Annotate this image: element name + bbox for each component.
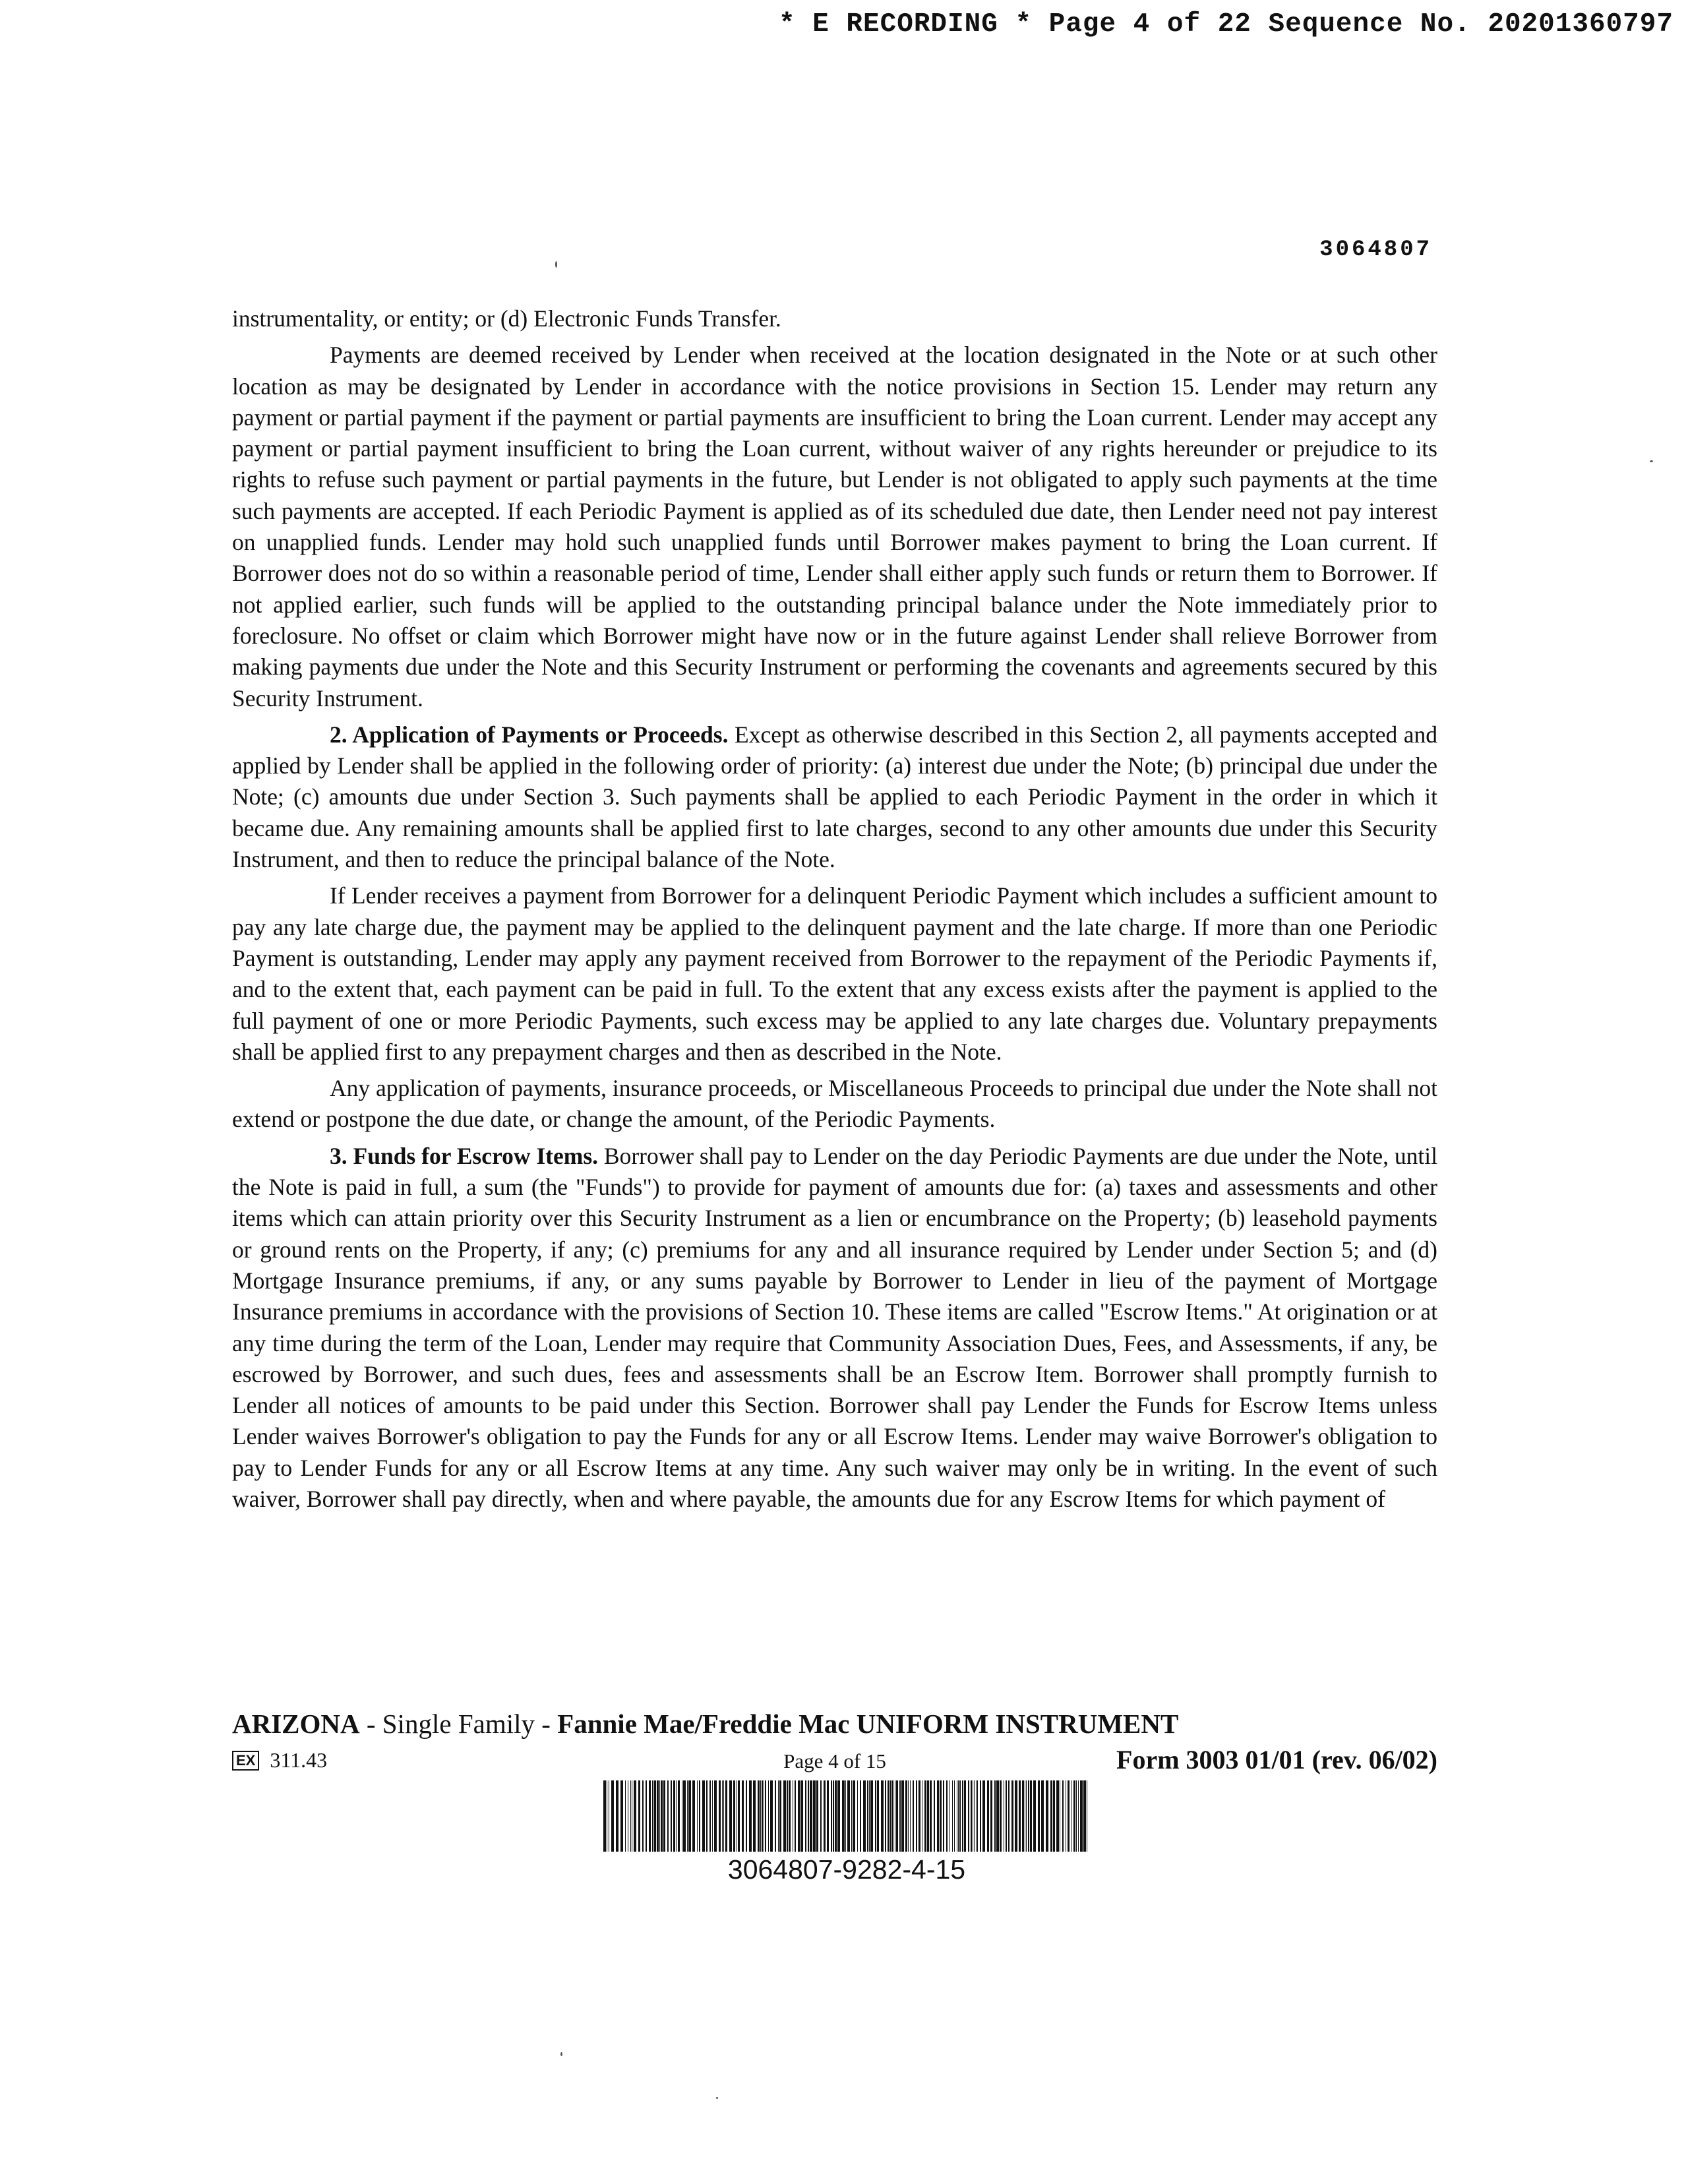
barcode-bar bbox=[1053, 1780, 1055, 1852]
barcode-bar bbox=[765, 1780, 766, 1852]
paragraph-payments-received: Payments are deemed received by Lender when received at the location designated in the Note or at such other location as may be designated by Lender in accordance with the notice provisions in Section 15. Lender may return any payment or partial payment if the payment or partial payments are insufficient to bring the Loan current. Lender may accept any payment or partial payment insufficient to bring the Loan current, without waiver of any rights hereunder or prejudice to its rights to refuse such payment or partial payments in the future, but Lender is not obligated to apply such payments at the time such payments are accepted. If each Periodic Payment is applied as of its scheduled due date, then Lender need not pay interest on unapplied funds. Lender may hold such unapplied funds until Borrower makes payment to bring the Loan current. If Borrower does not do so within a reasonable period of time, Lender shall either apply such funds or return them to Borrower. If not applied earlier, such funds will be applied to the outstanding principal balance under the Note immediately prior to foreclosure. No offset or claim which Borrower might have now or in the future against Lender shall relieve Borrower from making payments due under the Note and this Security Instrument or performing the covenants and agreements secured by this Security Instrument. bbox=[232, 342, 1437, 712]
barcode-bar bbox=[1008, 1780, 1010, 1852]
barcode-bar bbox=[813, 1780, 816, 1852]
barcode-bar bbox=[959, 1780, 961, 1852]
barcode-bar bbox=[845, 1780, 846, 1852]
barcode-bar bbox=[1006, 1780, 1007, 1852]
barcode-bar bbox=[842, 1780, 845, 1852]
barcode-bar bbox=[634, 1780, 636, 1852]
barcode-bar bbox=[762, 1780, 763, 1852]
barcode-bar bbox=[875, 1780, 876, 1852]
barcode-bar bbox=[667, 1780, 669, 1852]
barcode-bar bbox=[768, 1780, 769, 1852]
section-2-text: Except as otherwise described in this Section 2, all payments accepted and applied by Lender shall be applied in the following order of priority: (a) interest due under the Note; (b) principal due under the Note; (c) amounts due under Section 3. Such payments shall be applied to each Periodic Payment in the order in which it became due. Any remaining amounts shall be applied first to late charges, second to any other amounts due under this Security Instrument, and then to reduce the principal balance of the Note. bbox=[232, 721, 1437, 873]
barcode-bar bbox=[888, 1780, 889, 1852]
barcode-bar bbox=[706, 1780, 708, 1852]
scan-speck bbox=[1650, 460, 1653, 462]
paragraph-delinquent-payment: If Lender receives a payment from Borrower for a delinquent Periodic Payment which includes a sufficient amount to pay any late charge due, the payment may be applied to the delinquent payment and the late charge. If more than one Periodic Payment is outstanding, Lender may apply any payment received from Borrower to the repayment of the Periodic Payments if, and to the extent that, each payment can be paid in full. To the extent that any excess exists after the payment is applied to the full payment of one or more Periodic Payments, such excess may be applied to any late charges due. Voluntary prepayments shall be applied first to any prepayment charges and then as described in the Note. bbox=[232, 882, 1437, 1065]
barcode-bar bbox=[1056, 1780, 1059, 1852]
barcode-bar bbox=[827, 1780, 829, 1852]
recording-header: * E RECORDING * Page 4 of 22 Sequence No. 20201360797 bbox=[778, 9, 1673, 40]
barcode-bar bbox=[795, 1780, 796, 1852]
barcode-bar bbox=[638, 1780, 640, 1852]
footer-state: ARIZONA bbox=[232, 1709, 360, 1739]
footer-title bbox=[232, 1708, 1178, 1740]
barcode-bar bbox=[1050, 1780, 1052, 1852]
barcode-bar bbox=[805, 1780, 806, 1852]
barcode-bar bbox=[930, 1780, 932, 1852]
barcode-bar bbox=[1073, 1780, 1075, 1852]
form-number: Form 3003 01/01 (rev. 06/02) bbox=[1116, 1745, 1437, 1774]
barcode-bar bbox=[661, 1780, 663, 1852]
barcode-bar bbox=[891, 1780, 893, 1852]
barcode-bar bbox=[954, 1780, 955, 1852]
barcode-bar bbox=[863, 1780, 866, 1852]
barcode-bar bbox=[758, 1780, 760, 1852]
barcode-bar bbox=[870, 1780, 873, 1852]
barcode-bar bbox=[729, 1780, 732, 1852]
barcode-bar bbox=[824, 1780, 826, 1852]
barcode-bar bbox=[908, 1780, 909, 1852]
scan-speck bbox=[555, 261, 557, 268]
barcode-bar bbox=[699, 1780, 700, 1852]
barcode-bar bbox=[971, 1780, 972, 1852]
barcode-bar bbox=[810, 1780, 812, 1852]
barcode-bar bbox=[742, 1780, 744, 1852]
barcode-bar bbox=[646, 1780, 647, 1852]
barcode-number: 3064807-9282-4-15 bbox=[727, 1854, 966, 1885]
barcode-bar bbox=[1076, 1780, 1077, 1852]
barcode-bar bbox=[1000, 1780, 1002, 1852]
barcode-bar bbox=[678, 1780, 680, 1852]
barcode-bar bbox=[881, 1780, 884, 1852]
barcode-bar bbox=[770, 1780, 773, 1852]
barcode-bar bbox=[1030, 1780, 1032, 1852]
paragraph-continuation: instrumentality, or entity; or (d) Electronic Funds Transfer. bbox=[232, 305, 781, 332]
barcode-bar bbox=[1019, 1780, 1021, 1852]
barcode-bar bbox=[1083, 1780, 1086, 1852]
barcode-bar bbox=[924, 1780, 926, 1852]
footer-row bbox=[232, 1744, 1437, 1777]
barcode-bar bbox=[837, 1780, 840, 1852]
barcode-icon bbox=[603, 1780, 1090, 1852]
barcode-bar bbox=[901, 1780, 904, 1852]
barcode-bar bbox=[919, 1780, 920, 1852]
barcode-bar bbox=[820, 1780, 822, 1852]
barcode-bar bbox=[1028, 1780, 1029, 1852]
barcode-bar bbox=[1038, 1780, 1040, 1852]
footer-instrument: Fannie Mae/Freddie Mac UNIFORM INSTRUMENT bbox=[557, 1709, 1179, 1739]
barcode-bar bbox=[1015, 1780, 1017, 1852]
barcode-bar bbox=[831, 1780, 832, 1852]
barcode-bar bbox=[725, 1780, 727, 1852]
barcode-bar bbox=[913, 1780, 914, 1852]
barcode-bar bbox=[851, 1780, 852, 1852]
barcode-bar bbox=[779, 1780, 781, 1852]
barcode-bar bbox=[940, 1780, 942, 1852]
barcode-bar bbox=[946, 1780, 948, 1852]
scan-speck bbox=[716, 2097, 718, 2099]
barcode-bar bbox=[787, 1780, 788, 1852]
barcode-bar bbox=[1068, 1780, 1070, 1852]
barcode-bar bbox=[885, 1780, 886, 1852]
barcode-bar bbox=[620, 1780, 623, 1852]
barcode-bar bbox=[657, 1780, 659, 1852]
barcode-bar bbox=[808, 1780, 809, 1852]
barcode-bar bbox=[712, 1780, 713, 1852]
barcode-bar bbox=[835, 1780, 837, 1852]
document-number: 3064807 bbox=[1319, 237, 1432, 262]
document-body bbox=[232, 303, 1437, 1520]
barcode-bar bbox=[611, 1780, 614, 1852]
barcode-bar bbox=[733, 1780, 735, 1852]
barcode-bar bbox=[896, 1780, 898, 1852]
barcode-bar bbox=[976, 1780, 977, 1852]
barcode-bar bbox=[1041, 1780, 1044, 1852]
barcode-bar bbox=[910, 1780, 911, 1852]
barcode-bar bbox=[977, 1780, 978, 1852]
barcode-bar bbox=[760, 1780, 761, 1852]
barcode-bar bbox=[816, 1780, 818, 1852]
barcode-bar bbox=[968, 1780, 969, 1852]
barcode-bar bbox=[918, 1780, 919, 1852]
barcode-bar bbox=[663, 1780, 665, 1852]
barcode-bar bbox=[943, 1780, 944, 1852]
footer-separator: - Single Family - bbox=[359, 1709, 558, 1739]
barcode-bar bbox=[652, 1780, 653, 1852]
barcode-bar bbox=[630, 1780, 631, 1852]
barcode-bar bbox=[775, 1780, 776, 1852]
barcode-bar bbox=[683, 1780, 686, 1852]
barcode-bar bbox=[974, 1780, 975, 1852]
barcode-bar bbox=[714, 1780, 717, 1852]
barcode-bar bbox=[1062, 1780, 1064, 1852]
barcode-bar bbox=[671, 1780, 672, 1852]
ex-logo: EX bbox=[232, 1751, 259, 1771]
barcode-bar bbox=[1011, 1780, 1013, 1852]
barcode-bar bbox=[778, 1780, 779, 1852]
barcode-bar bbox=[722, 1780, 723, 1852]
barcode-bar bbox=[649, 1780, 651, 1852]
barcode-bar bbox=[800, 1780, 803, 1852]
barcode-bar bbox=[996, 1780, 999, 1852]
barcode-bar bbox=[962, 1780, 963, 1852]
section-3-paragraph bbox=[232, 1141, 1437, 1515]
barcode-bar bbox=[702, 1780, 705, 1852]
barcode-bar bbox=[616, 1780, 618, 1852]
barcode-bar bbox=[853, 1780, 855, 1852]
barcode-bar bbox=[603, 1780, 606, 1852]
barcode-bar bbox=[719, 1780, 721, 1852]
form-code-number: 311.43 bbox=[270, 1748, 328, 1772]
barcode-bar bbox=[688, 1780, 691, 1852]
barcode-bar bbox=[899, 1780, 901, 1852]
barcode-bar bbox=[798, 1780, 800, 1852]
barcode-bar bbox=[857, 1780, 858, 1852]
page-number: Page 4 of 15 bbox=[783, 1749, 886, 1773]
barcode-bar bbox=[697, 1780, 698, 1852]
barcode-bar bbox=[1022, 1780, 1024, 1852]
barcode-bar bbox=[987, 1780, 989, 1852]
barcode-bar bbox=[753, 1780, 756, 1852]
barcode-bar bbox=[833, 1780, 834, 1852]
barcode-bar bbox=[1080, 1780, 1083, 1852]
barcode-bar bbox=[890, 1780, 891, 1852]
barcode-bar bbox=[937, 1780, 939, 1852]
barcode-bar bbox=[1033, 1780, 1036, 1852]
barcode-bar bbox=[869, 1780, 870, 1852]
barcode-bar bbox=[692, 1780, 695, 1852]
barcode-bar bbox=[1046, 1780, 1048, 1852]
section-2-heading: 2. Application of Payments or Proceeds. bbox=[330, 721, 729, 748]
barcode-bar bbox=[934, 1780, 935, 1852]
barcode-bar bbox=[659, 1780, 660, 1852]
barcode-bar bbox=[676, 1780, 677, 1852]
barcode-bar bbox=[958, 1780, 959, 1852]
barcode-bar bbox=[964, 1780, 966, 1852]
barcode-bar bbox=[1078, 1780, 1079, 1852]
barcode-bar bbox=[867, 1780, 868, 1852]
barcode-bar bbox=[749, 1780, 752, 1852]
paragraph-application-of-payments: Any application of payments, insurance proceeds, or Miscellaneous Proceeds to principal due under the Note shall not extend or postpone the due date, or change the amount, of the Periodic Payments. bbox=[232, 1075, 1437, 1133]
scan-speck bbox=[560, 2052, 562, 2056]
barcode-bar bbox=[877, 1780, 879, 1852]
barcode-bar bbox=[1026, 1780, 1027, 1852]
barcode-bar bbox=[847, 1780, 850, 1852]
barcode-bar bbox=[990, 1780, 992, 1852]
barcode-bar bbox=[789, 1780, 791, 1852]
barcode-bar bbox=[709, 1780, 711, 1852]
barcode-bar bbox=[654, 1780, 656, 1852]
barcode-bar bbox=[916, 1780, 917, 1852]
barcode-bar bbox=[860, 1780, 861, 1852]
barcode-bar bbox=[723, 1780, 724, 1852]
barcode-bar bbox=[673, 1780, 675, 1852]
barcode-bar bbox=[642, 1780, 644, 1852]
barcode-bar bbox=[927, 1780, 929, 1852]
barcode-bar bbox=[905, 1780, 907, 1852]
section-2-paragraph bbox=[232, 719, 1437, 875]
section-3-text: Borrower shall pay to Lender on the day Periodic Payments are due under the Note, until the Note is paid in full, a sum (the "Funds") to provide for payment of amounts due for: (a) taxes and assessments and other items which can attain priority over this Security Instrument as a lien or encumbrance on the Property; (b) leasehold payments or ground rents on the Property, if any; (c) premiums for any and all insurance required by Lender under Section 5; and (d) Mortgage Insurance premiums, if any, or any sums payable by Borrower to Lender in lieu of the payment of Mortgage Insurance premiums in accordance with the provisions of Section 10. These items are called "Escrow Items." At origination or at any time during the term of the Loan, Lender may require that Community Association Dues, Fees, and Assessments, if any, be escrowed by Borrower, and such dues, fees and assessments shall be an Escrow Item. Borrower shall promptly furnish to Lender all notices of amounts to be paid under this Section. Borrower shall pay Lender the Funds for Escrow Items unless Lender waives Borrower's obligation to pay the Funds for any or all Escrow Items. Lender may waive Borrower's obligation to pay to Lender Funds for any or all Escrow Items at any time. Any such waiver may only be in writing. In the event of such waiver, Borrower shall pay directly, when and where payable, the amounts due for any Escrow Items for which payment of bbox=[232, 1142, 1437, 1512]
barcode-bar bbox=[980, 1780, 981, 1852]
barcode-bar bbox=[783, 1780, 786, 1852]
barcode-bar bbox=[994, 1780, 996, 1852]
barcode-bar bbox=[738, 1780, 740, 1852]
section-3-heading: 3. Funds for Escrow Items. bbox=[330, 1142, 599, 1169]
barcode-bar bbox=[982, 1780, 985, 1852]
barcode-bar bbox=[687, 1780, 688, 1852]
barcode-bar bbox=[952, 1780, 953, 1852]
barcode-bar bbox=[625, 1780, 626, 1852]
barcode-bar bbox=[746, 1780, 747, 1852]
